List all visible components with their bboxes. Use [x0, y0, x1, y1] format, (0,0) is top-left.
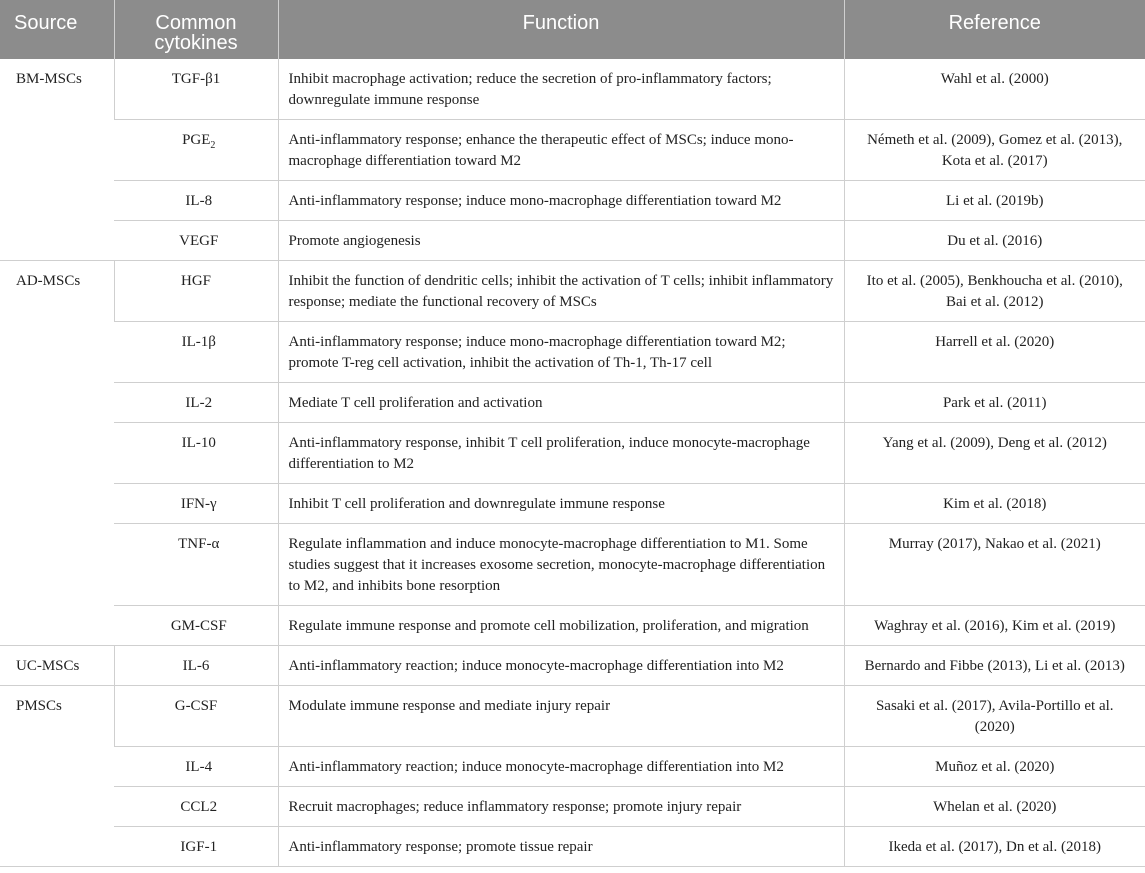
function-cell: Inhibit macrophage activation; reduce the secretion of pro-inflammatory factors; downregulate immune response [278, 59, 844, 120]
reference-cell: Yang et al. (2009), Deng et al. (2012) [844, 423, 1145, 484]
cytokine-name: IL-10 [181, 435, 216, 451]
cytokine-subscript: 2 [210, 140, 216, 151]
table-row [0, 524, 1145, 606]
function-cell: Inhibit T cell proliferation and downregulate immune response [278, 484, 844, 524]
function-cell: Recruit macrophages; reduce inflammatory response; promote injury repair [278, 787, 844, 827]
reference-cell: Kim et al. (2018) [844, 484, 1145, 524]
cytokine-name: IL-6 [182, 658, 210, 674]
table-row [0, 787, 1145, 827]
cytokine-cell [114, 322, 278, 383]
function-cell: Anti-inflammatory response, inhibit T cell proliferation, induce monocyte-macrophage differentiation to M2 [278, 423, 844, 484]
table-row [0, 827, 1145, 867]
cytokine-name: CCL2 [180, 799, 218, 815]
cytokine-name: IL-2 [185, 395, 213, 411]
table-row [0, 120, 1145, 181]
cytokine-cell [114, 383, 278, 423]
cytokine-cell [114, 606, 278, 646]
header-cytokines-line2: cytokines [154, 32, 238, 54]
cytokine-cell [114, 686, 278, 747]
function-cell: Anti-inflammatory response; enhance the therapeutic effect of MSCs; induce mono-macrophage differentiation toward M2 [278, 120, 844, 181]
cytokine-cell [114, 646, 278, 686]
cytokine-cell [114, 827, 278, 867]
source-cell: PMSCs [0, 686, 114, 867]
cytokine-name: GM-CSF [170, 618, 227, 634]
cytokine-cell [114, 181, 278, 221]
cytokine-name: IL-4 [185, 759, 213, 775]
header-source: Source [0, 0, 114, 59]
cytokine-name: IFN-γ [180, 496, 217, 512]
function-cell: Anti-inflammatory response; promote tissue repair [278, 827, 844, 867]
table-row [0, 181, 1145, 221]
reference-cell: Whelan et al. (2020) [844, 787, 1145, 827]
header-common-cytokines [114, 0, 278, 59]
header-cytokines-line1: Common [155, 12, 237, 34]
cytokine-cell [114, 221, 278, 261]
reference-cell: Wahl et al. (2000) [844, 59, 1145, 120]
function-cell: Anti-inflammatory reaction; induce monocyte-macrophage differentiation into M2 [278, 646, 844, 686]
cytokine-cell [114, 59, 278, 120]
function-cell: Promote angiogenesis [278, 221, 844, 261]
cytokine-name: IL-8 [185, 193, 213, 209]
reference-cell: Muñoz et al. (2020) [844, 747, 1145, 787]
table-row [0, 261, 1145, 322]
cytokine-cell [114, 787, 278, 827]
reference-cell: Park et al. (2011) [844, 383, 1145, 423]
cytokine-cell [114, 423, 278, 484]
table-row [0, 747, 1145, 787]
table-row [0, 484, 1145, 524]
header-row [0, 0, 1145, 59]
cytokine-name: PGE [182, 132, 211, 148]
function-cell: Modulate immune response and mediate injury repair [278, 686, 844, 747]
function-cell: Anti-inflammatory reaction; induce monocyte-macrophage differentiation into M2 [278, 747, 844, 787]
cytokine-name: IGF-1 [180, 839, 218, 855]
table-row [0, 423, 1145, 484]
reference-cell: Ikeda et al. (2017), Dn et al. (2018) [844, 827, 1145, 867]
reference-cell: Harrell et al. (2020) [844, 322, 1145, 383]
cytokine-cell [114, 747, 278, 787]
reference-cell: Waghray et al. (2016), Kim et al. (2019) [844, 606, 1145, 646]
table-row [0, 59, 1145, 120]
function-cell: Regulate immune response and promote cell mobilization, proliferation, and migration [278, 606, 844, 646]
source-cell: BM-MSCs [0, 59, 114, 261]
table-row [0, 606, 1145, 646]
table-header [0, 0, 1145, 59]
cytokine-name: HGF [180, 273, 211, 289]
cytokine-name: VEGF [179, 233, 219, 249]
reference-cell: Du et al. (2016) [844, 221, 1145, 261]
table-body [0, 59, 1145, 867]
function-cell: Anti-inflammatory response; induce mono-macrophage differentiation toward M2 [278, 181, 844, 221]
table-row [0, 686, 1145, 747]
reference-cell: Sasaki et al. (2017), Avila-Portillo et al. (2020) [844, 686, 1145, 747]
source-cell: UC-MSCs [0, 646, 114, 686]
cytokine-cell [114, 120, 278, 181]
cytokine-cell [114, 261, 278, 322]
table-row [0, 646, 1145, 686]
reference-cell: Németh et al. (2009), Gomez et al. (2013), Kota et al. (2017) [844, 120, 1145, 181]
function-cell: Mediate T cell proliferation and activation [278, 383, 844, 423]
function-cell: Regulate inflammation and induce monocyte-macrophage differentiation to M1. Some studies suggest that it increases exosome secretion, monocyte-macrophage differentiation to M2, and inhibits bone resorption [278, 524, 844, 606]
cytokine-cell [114, 524, 278, 606]
cytokine-name: TGF-β1 [171, 71, 221, 87]
cytokine-name: IL-1β [181, 334, 216, 350]
function-cell: Inhibit the function of dendritic cells; inhibit the activation of T cells; inhibit inflammatory response; mediate the functional recovery of MSCs [278, 261, 844, 322]
header-function: Function [278, 0, 844, 59]
table-row [0, 383, 1145, 423]
function-cell: Anti-inflammatory response; induce mono-macrophage differentiation toward M2; promote T-reg cell activation, inhibit the activation of Th-1, Th-17 cell [278, 322, 844, 383]
cytokine-cell [114, 484, 278, 524]
table-row [0, 322, 1145, 383]
header-reference: Reference [844, 0, 1145, 59]
cytokine-name: G-CSF [174, 698, 218, 714]
cytokine-name: TNF-α [178, 536, 220, 552]
reference-cell: Murray (2017), Nakao et al. (2021) [844, 524, 1145, 606]
reference-cell: Li et al. (2019b) [844, 181, 1145, 221]
reference-cell: Bernardo and Fibbe (2013), Li et al. (2013) [844, 646, 1145, 686]
reference-cell: Ito et al. (2005), Benkhoucha et al. (2010), Bai et al. (2012) [844, 261, 1145, 322]
source-cell: AD-MSCs [0, 261, 114, 646]
table-row [0, 221, 1145, 261]
